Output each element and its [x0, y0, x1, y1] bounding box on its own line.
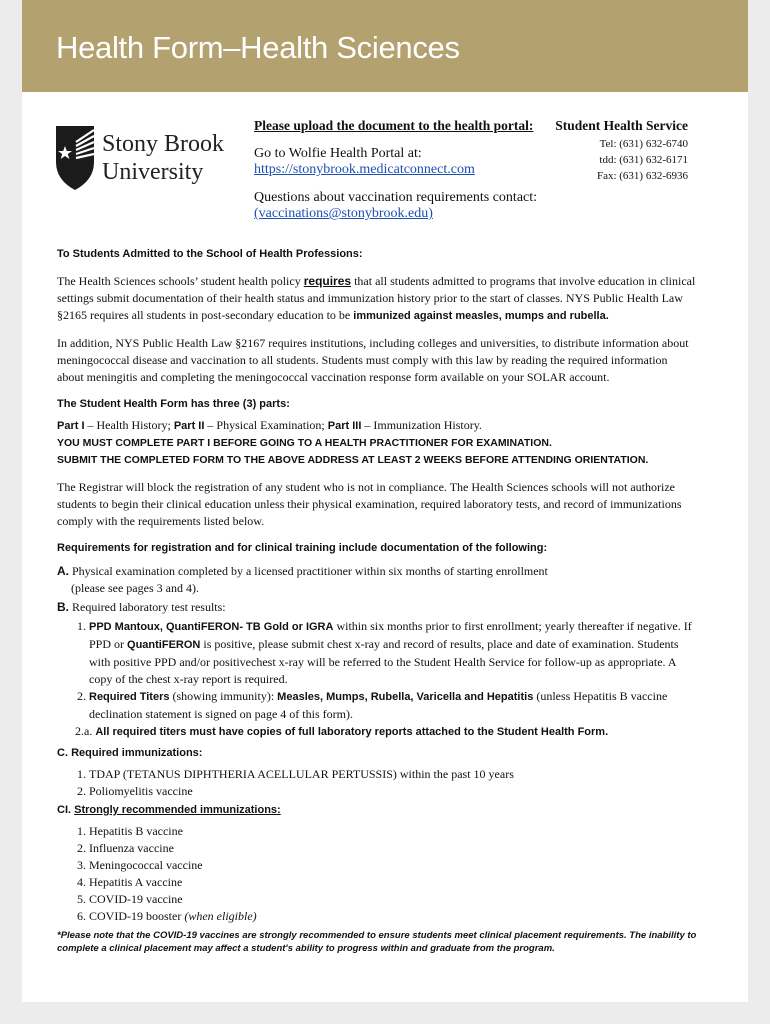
list-item: 3. Meningococcal vaccine [89, 857, 697, 874]
list-item: 6. COVID-19 booster (when eligible) [89, 908, 697, 925]
list-item: 1. Hepatitis B vaccine [89, 823, 697, 840]
list-item: 1. PPD Mantoux, QuantiFERON- TB Gold or IGRA within six months prior to first enrollment; yearly thereafter if negative. If PPD or QuantiFERON is positive, please submit chest x-ray and record of results, place and date of examination. Students with positive PPD and/or positivechest x-ray will be referred to the Student Health Service for follow-up as appropriate. A copy of the chest x-ray report is required. [89, 618, 697, 688]
list-item: 1. TDAP (TETANUS DIPHTHERIA ACELLULAR PERTUSSIS) within the past 10 years [89, 766, 697, 783]
document-body [57, 246, 697, 955]
contact-block [555, 118, 688, 184]
upload-heading: Please upload the document to the health portal: [254, 118, 534, 133]
list-item: 4. Hepatitis A vaccine [89, 874, 697, 891]
fax: Fax: (631) 632-6936 [596, 170, 688, 182]
must-complete-notice: YOU MUST COMPLETE PART I BEFORE GOING TO A HEALTH PRACTITIONER FOR EXAMINATION. [57, 437, 552, 449]
tel: Tel: (631) 632-6740 [599, 138, 688, 150]
requirements-heading: Requirements for registration and for clinical training include documentation of the following: [57, 542, 548, 554]
lab-tests-list [57, 618, 697, 723]
intro-heading: To Students Admitted to the School of Health Professions: [57, 248, 363, 260]
tdd: tdd: (631) 632-6171 [599, 154, 688, 166]
list-item: 2. Influenza vaccine [89, 840, 697, 857]
portal-link[interactable]: https://stonybrook.medicatconnect.com [254, 162, 475, 177]
titers-note: 2.a. All required titers must have copies of full laboratory reports attached to the Student Health Form. [75, 724, 609, 738]
list-item: 2. Required Titers (showing immunity): Measles, Mumps, Rubella, Varicella and Hepatitis (unless Hepatitis B vaccine declination statement is signed on page 4 of this form). [89, 688, 697, 723]
page-title: Health Form–Health Sciences [56, 30, 460, 65]
parts-heading: The Student Health Form has three (3) parts: [57, 398, 290, 410]
requirement-a: A. Physical examination completed by a licensed practitioner within six months of starting enrollment (please see pages 3 and 4). [57, 564, 548, 595]
covid-note: *Please note that the COVID-19 vaccines are strongly recommended to ensure students meet clinical placement requirements. The inability to complete a clinical placement may affect a student's ability to progress within and graduate from the program. [57, 930, 697, 954]
requirement-d: CI. Strongly recommended immunizations: [57, 804, 281, 816]
requirement-c: C. Required immunizations: [57, 747, 203, 759]
header-banner [22, 0, 748, 92]
list-item: 5. COVID-19 vaccine [89, 891, 697, 908]
intro-paragraph-1: The Health Sciences schools’ student health policy requires that all students admitted to programs that involve education in clinical settings submit documentation of their health status and immunization history prior to the start of classes. NYS Public Health Law §2165 requires all students in post-secondary education to be immunized against measles, mumps and rubella. [57, 274, 696, 322]
university-logo [54, 122, 244, 192]
star-shield-icon [54, 122, 98, 192]
list-item: 2. Poliomyelitis vaccine [89, 783, 697, 800]
required-immunizations-list [57, 766, 697, 800]
registrar-paragraph: The Registrar will block the registration of any student who is not in compliance. The Health Sciences schools will not authorize students to begin their clinical education unless their physical examination, required laboratory tests, and record of immunizations comply with the requirements listed below. [57, 480, 682, 528]
portal-goto: Go to Wolfie Health Portal at: [254, 146, 422, 161]
submit-notice: SUBMIT THE COMPLETED FORM TO THE ABOVE ADDRESS AT LEAST 2 WEEKS BEFORE ATTENDING ORIENTATION. [57, 454, 649, 466]
document-page [22, 0, 748, 1002]
recommended-immunizations-list [57, 823, 697, 925]
logo-wordmark: Stony Brook University [102, 131, 225, 185]
parts-list: Part I – Health History; Part II – Physical Examination; Part III – Immunization History. [57, 418, 482, 432]
upload-instructions [254, 118, 564, 222]
intro-paragraph-2: In addition, NYS Public Health Law §2167 requires institutions, including colleges and universities, to distribute information about meningococcal disease and vaccination to all students. Students must comply with this law by reading the required information about meningitis and completing the meningococcal vaccination response form available on your SOLAR account. [57, 336, 689, 384]
requirement-b: B. Required laboratory test results: 1. PPD Mantoux, QuantiFERON- TB Gold or IGRA within six months prior to first enrollment; yearly thereafter if negative. If PPD or QuantiFERON is positive, please submit chest x-ray and record of results, place and date of examination. Students with positive PPD and/or positivechest x-ray will be referred to the Student Health Service for follow-up as appropriate. A copy of the chest x-ray report is required. 2. Required Titers (showing immunity): Measles, Mumps, Rubella, Varicella and Hepatitis (unless Hepatitis B vaccine declination statement is signed on page 4 of this form). 2.a. All required titers must have copies of full laboratory reports attached to the Student Health Form. [57, 599, 697, 741]
questions-text: Questions about vaccination requirements contact: [254, 190, 538, 205]
vaccination-email-link[interactable]: (vaccinations@stonybrook.edu) [254, 206, 433, 221]
contact-heading: Student Health Service [555, 118, 688, 133]
